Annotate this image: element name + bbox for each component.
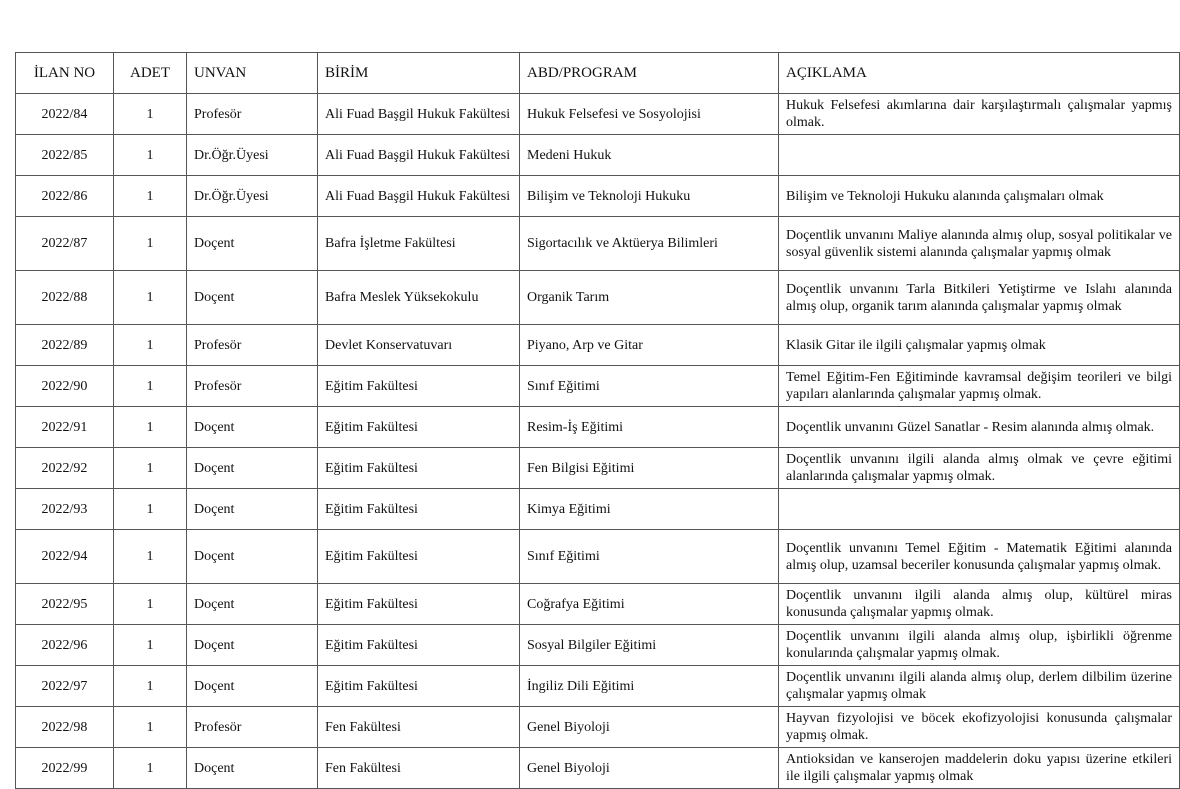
cell-birim: Eğitim Fakültesi (318, 366, 520, 407)
cell-birim: Eğitim Fakültesi (318, 584, 520, 625)
cell-ilan-no: 2022/92 (16, 448, 114, 489)
header-ilan-no: İLAN NO (16, 53, 114, 94)
cell-ilan-no: 2022/90 (16, 366, 114, 407)
cell-aciklama: Doçentlik unvanını Güzel Sanatlar - Resim alanında almış olmak. (779, 407, 1180, 448)
cell-program: Genel Biyoloji (520, 707, 779, 748)
cell-program: Fen Bilgisi Eğitimi (520, 448, 779, 489)
cell-unvan: Dr.Öğr.Üyesi (187, 176, 318, 217)
cell-unvan: Doçent (187, 625, 318, 666)
table-row (16, 135, 1180, 176)
cell-program: Genel Biyoloji (520, 748, 779, 789)
job-listing-table (15, 52, 1180, 789)
cell-adet: 1 (114, 625, 187, 666)
cell-program: Sosyal Bilgiler Eğitimi (520, 625, 779, 666)
cell-unvan: Doçent (187, 407, 318, 448)
cell-ilan-no: 2022/84 (16, 94, 114, 135)
cell-adet: 1 (114, 489, 187, 530)
cell-aciklama: Doçentlik unvanını ilgili alanda almış olup, derlem dilbilim üzerine çalışmalar yapmış olmak (779, 666, 1180, 707)
cell-unvan: Doçent (187, 271, 318, 325)
cell-unvan: Dr.Öğr.Üyesi (187, 135, 318, 176)
table-row (16, 366, 1180, 407)
cell-aciklama: Hayvan fizyolojisi ve böcek ekofizyolojisi konusunda çalışmalar yapmış olmak. (779, 707, 1180, 748)
cell-program: Medeni Hukuk (520, 135, 779, 176)
table-row (16, 271, 1180, 325)
cell-birim: Bafra İşletme Fakültesi (318, 217, 520, 271)
cell-adet: 1 (114, 584, 187, 625)
table-row (16, 489, 1180, 530)
cell-adet: 1 (114, 217, 187, 271)
cell-ilan-no: 2022/94 (16, 530, 114, 584)
header-aciklama: AÇIKLAMA (779, 53, 1180, 94)
cell-birim: Eğitim Fakültesi (318, 489, 520, 530)
cell-aciklama (779, 489, 1180, 530)
cell-aciklama: Antioksidan ve kanserojen maddelerin doku yapısı üzerine etkileri ile ilgili çalışmalar yapmış olmak (779, 748, 1180, 789)
table-row (16, 707, 1180, 748)
cell-program: Piyano, Arp ve Gitar (520, 325, 779, 366)
cell-aciklama: Hukuk Felsefesi akımlarına dair karşılaştırmalı çalışmalar yapmış olmak. (779, 94, 1180, 135)
cell-ilan-no: 2022/88 (16, 271, 114, 325)
table-body (16, 94, 1180, 789)
cell-program: Resim-İş Eğitimi (520, 407, 779, 448)
cell-birim: Fen Fakültesi (318, 707, 520, 748)
cell-program: Sınıf Eğitimi (520, 366, 779, 407)
cell-aciklama: Doçentlik unvanını ilgili alanda almış olup, işbirlikli öğrenme konularında çalışmalar yapmış olmak. (779, 625, 1180, 666)
cell-adet: 1 (114, 748, 187, 789)
table-row (16, 530, 1180, 584)
cell-unvan: Doçent (187, 666, 318, 707)
table-row (16, 625, 1180, 666)
cell-program: Kimya Eğitimi (520, 489, 779, 530)
cell-ilan-no: 2022/85 (16, 135, 114, 176)
table-row (16, 217, 1180, 271)
cell-ilan-no: 2022/87 (16, 217, 114, 271)
header-program: ABD/PROGRAM (520, 53, 779, 94)
cell-ilan-no: 2022/98 (16, 707, 114, 748)
cell-birim: Ali Fuad Başgil Hukuk Fakültesi (318, 135, 520, 176)
table-row (16, 448, 1180, 489)
cell-unvan: Doçent (187, 489, 318, 530)
cell-unvan: Profesör (187, 707, 318, 748)
cell-adet: 1 (114, 325, 187, 366)
cell-unvan: Doçent (187, 584, 318, 625)
cell-adet: 1 (114, 366, 187, 407)
cell-adet: 1 (114, 448, 187, 489)
cell-adet: 1 (114, 407, 187, 448)
cell-adet: 1 (114, 271, 187, 325)
table-row (16, 325, 1180, 366)
cell-unvan: Doçent (187, 530, 318, 584)
cell-aciklama: Bilişim ve Teknoloji Hukuku alanında çalışmaları olmak (779, 176, 1180, 217)
cell-adet: 1 (114, 530, 187, 584)
cell-adet: 1 (114, 707, 187, 748)
header-birim: BİRİM (318, 53, 520, 94)
cell-birim: Eğitim Fakültesi (318, 407, 520, 448)
cell-ilan-no: 2022/99 (16, 748, 114, 789)
cell-birim: Eğitim Fakültesi (318, 625, 520, 666)
table-row (16, 407, 1180, 448)
cell-program: Sınıf Eğitimi (520, 530, 779, 584)
cell-unvan: Profesör (187, 325, 318, 366)
cell-ilan-no: 2022/97 (16, 666, 114, 707)
cell-adet: 1 (114, 666, 187, 707)
cell-adet: 1 (114, 94, 187, 135)
cell-ilan-no: 2022/89 (16, 325, 114, 366)
table-row (16, 748, 1180, 789)
cell-unvan: Doçent (187, 217, 318, 271)
cell-adet: 1 (114, 135, 187, 176)
table-header-row (16, 53, 1180, 94)
cell-unvan: Profesör (187, 366, 318, 407)
cell-ilan-no: 2022/86 (16, 176, 114, 217)
cell-unvan: Doçent (187, 748, 318, 789)
cell-unvan: Profesör (187, 94, 318, 135)
header-unvan: UNVAN (187, 53, 318, 94)
cell-birim: Eğitim Fakültesi (318, 448, 520, 489)
cell-birim: Ali Fuad Başgil Hukuk Fakültesi (318, 94, 520, 135)
cell-program: İngiliz Dili Eğitimi (520, 666, 779, 707)
cell-aciklama: Doçentlik unvanını Temel Eğitim - Matematik Eğitimi alanında almış olup, uzamsal beceriler konusunda çalışmalar yapmış olmak. (779, 530, 1180, 584)
cell-birim: Bafra Meslek Yüksekokulu (318, 271, 520, 325)
table-row (16, 584, 1180, 625)
cell-birim: Eğitim Fakültesi (318, 666, 520, 707)
cell-birim: Devlet Konservatuvarı (318, 325, 520, 366)
cell-aciklama: Doçentlik unvanını ilgili alanda almış olup, kültürel miras konusunda çalışmalar yapmış olmak. (779, 584, 1180, 625)
cell-aciklama: Klasik Gitar ile ilgili çalışmalar yapmış olmak (779, 325, 1180, 366)
cell-program: Organik Tarım (520, 271, 779, 325)
cell-birim: Fen Fakültesi (318, 748, 520, 789)
cell-program: Hukuk Felsefesi ve Sosyolojisi (520, 94, 779, 135)
cell-adet: 1 (114, 176, 187, 217)
cell-aciklama: Doçentlik unvanını Tarla Bitkileri Yetiştirme ve Islahı alanında almış olup, organik tarım alanında çalışmalar yapmış olmak (779, 271, 1180, 325)
cell-ilan-no: 2022/96 (16, 625, 114, 666)
header-adet: ADET (114, 53, 187, 94)
cell-aciklama: Temel Eğitim-Fen Eğitiminde kavramsal değişim teorileri ve bilgi yapıları alanlarında çalışmalar yapmış olmak. (779, 366, 1180, 407)
cell-birim: Ali Fuad Başgil Hukuk Fakültesi (318, 176, 520, 217)
cell-birim: Eğitim Fakültesi (318, 530, 520, 584)
cell-unvan: Doçent (187, 448, 318, 489)
table-row (16, 176, 1180, 217)
cell-program: Bilişim ve Teknoloji Hukuku (520, 176, 779, 217)
cell-aciklama: Doçentlik unvanını ilgili alanda almış olmak ve çevre eğitimi alanlarında çalışmalar yapmış olmak. (779, 448, 1180, 489)
table-row (16, 94, 1180, 135)
cell-ilan-no: 2022/95 (16, 584, 114, 625)
cell-ilan-no: 2022/91 (16, 407, 114, 448)
cell-aciklama (779, 135, 1180, 176)
cell-program: Coğrafya Eğitimi (520, 584, 779, 625)
table-row (16, 666, 1180, 707)
cell-program: Sigortacılık ve Aktüerya Bilimleri (520, 217, 779, 271)
cell-ilan-no: 2022/93 (16, 489, 114, 530)
cell-aciklama: Doçentlik unvanını Maliye alanında almış olup, sosyal politikalar ve sosyal güvenlik sistemi alanında çalışmalar yapmış olmak (779, 217, 1180, 271)
